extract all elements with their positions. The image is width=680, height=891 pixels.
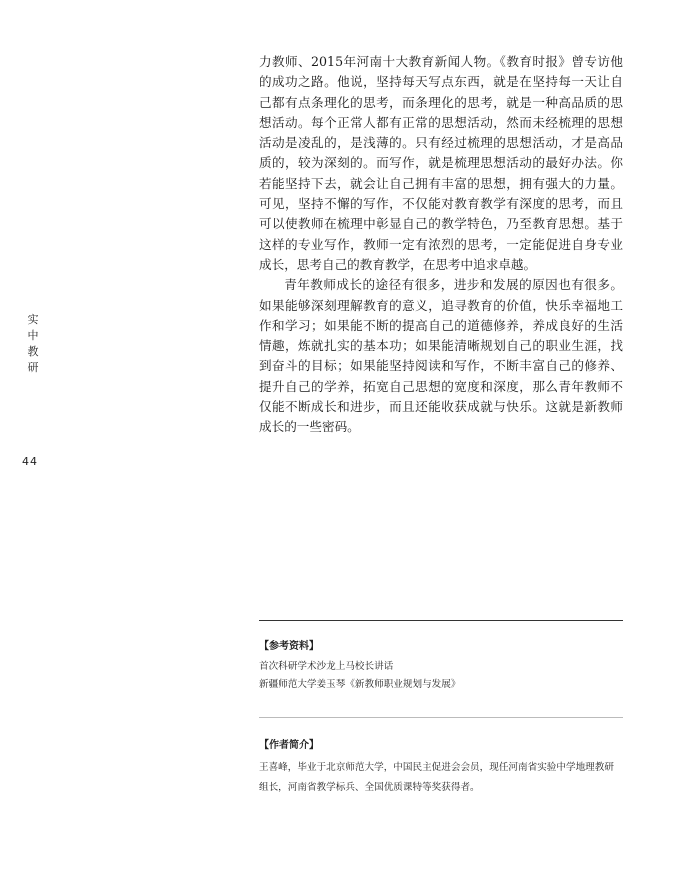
- journal-name-char: 实: [27, 313, 39, 326]
- reference-item: 新疆师范大学姜玉琴《新教师职业规划与发展》: [259, 679, 461, 690]
- body-paragraph: 力教师、2015年河南十大教育新闻人物。《教育时报》曾专访他的成功之路。他说，坚持每天写点东西，就是在坚持每一天让自己都有点条理化的思考，而条理化的思考，就是一种高品质的思想活动。每个正常人都有正常的思想活动，然而未经梳理的思想活动是凌乱的，是浅薄的。只有经过梳理的思想活动，才是高品质的，较为深刻的。而写作，就是梳理思想活动的最好办法。你若能坚持下去，就会让自己拥有丰富的思想，拥有强大的力量。可见，坚持不懈的写作，不仅能对教育教学有深度的思考，而且可以使教师在梳理中彰显自己的教学特色，乃至教育思想。基于这样的专业写作，教师一定有浓烈的思考，一定能促进自身专业成长，思考自己的教育教学，在思考中追求卓越。: [259, 54, 623, 272]
- journal-name-char: 教: [27, 345, 39, 358]
- author-bio: 王喜峰，毕业于北京师范大学，中国民主促进会会员，现任河南省实验中学地理教研组长，河南省教学标兵、全国优质课特等奖获得者。: [259, 762, 614, 793]
- author-section: [259, 736, 623, 798]
- section-divider: [259, 717, 623, 718]
- reference-item: 首次科研学术沙龙上马校长讲话: [259, 661, 394, 672]
- journal-name-vertical: [26, 312, 40, 376]
- journal-name-char: 研: [27, 361, 39, 374]
- references-section: [259, 638, 623, 694]
- body-paragraph: 青年教师成长的途径有很多，进步和发展的原因也有很多。如果能够深刻理解教育的意义，追寻教育的价值，快乐幸福地工作和学习；如果能不断的提高自己的道德修养，养成良好的生活情趣，炼就扎实的基本功；如果能清晰规划自己的职业生涯，找到奋斗的目标；如果能坚持阅读和写作，不断丰富自己的修养、提升自己的学养，拓宽自己思想的宽度和深度，那么青年教师不仅能不断成长和进步，而且还能收获成就与快乐。这就是新教师成长的一些密码。: [259, 277, 623, 435]
- author-heading: 【作者简介】: [259, 740, 319, 751]
- references-heading: 【参考资料】: [259, 641, 319, 652]
- article-body: [259, 52, 623, 438]
- page-number: 44: [22, 455, 38, 468]
- journal-name-char: 中: [27, 329, 39, 342]
- section-divider: [259, 620, 623, 621]
